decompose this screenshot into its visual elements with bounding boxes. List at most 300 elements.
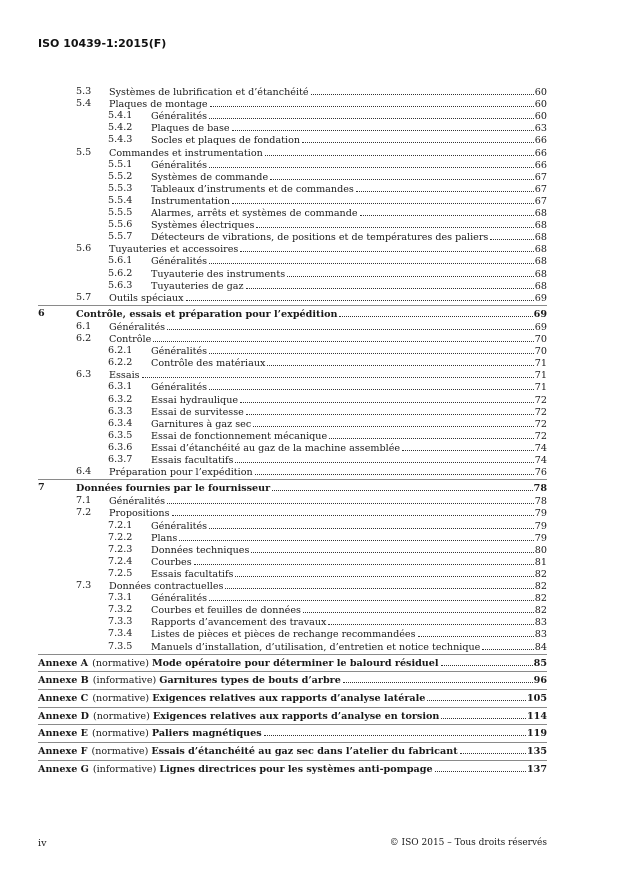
toc-entry-title: Commandes et instrumentation: [109, 147, 263, 159]
section-divider: [38, 760, 547, 761]
dot-leader: [303, 604, 534, 613]
toc-entry-text: [151, 268, 547, 281]
toc-entry-page: 69: [534, 321, 547, 333]
toc-entry-page: 68: [534, 268, 547, 280]
dot-leader: [256, 219, 533, 228]
toc-entry[interactable]: [0, 442, 620, 454]
annex-label: Annexe F: [38, 746, 88, 758]
toc-entry[interactable]: [0, 110, 620, 122]
toc-entry-number: 6.3.6: [108, 441, 133, 453]
toc-entry-title: Essais facultatifs: [151, 568, 234, 580]
toc-entry[interactable]: [0, 134, 620, 146]
toc-entry[interactable]: [0, 321, 620, 333]
toc-entry-page: 82: [534, 593, 547, 605]
toc-entry[interactable]: [0, 394, 620, 406]
toc-entry-title: Données fournies par le fournisseur: [76, 483, 271, 495]
toc-entry-page: 72: [534, 430, 547, 442]
toc-entry[interactable]: [0, 207, 620, 219]
toc-entry[interactable]: [0, 507, 620, 519]
dot-leader: [460, 745, 526, 754]
toc-entry[interactable]: [0, 454, 620, 466]
toc-entry[interactable]: [0, 147, 620, 159]
toc-entry-title: Systèmes électriques: [151, 220, 255, 232]
toc-entry[interactable]: [0, 369, 620, 381]
toc-entry-page: 68: [534, 244, 547, 256]
annex-kind: (normative): [92, 710, 150, 722]
toc-entry-text: [151, 418, 547, 431]
annex-kind: (normative): [91, 746, 149, 758]
toc-entry[interactable]: [0, 482, 620, 494]
dot-leader: [240, 243, 533, 252]
annex-kind: (informative): [92, 675, 157, 687]
document-header: ISO 10439-1:2015(F): [38, 37, 167, 50]
dot-leader: [402, 442, 534, 451]
section-divider: [38, 671, 547, 672]
toc-entry-page: 71: [534, 370, 547, 382]
dot-leader: [270, 171, 534, 180]
toc-entry-text: [151, 183, 547, 196]
toc-entry-text: [109, 495, 547, 508]
toc-entry[interactable]: [0, 183, 620, 195]
dot-leader: [482, 641, 533, 650]
toc-entry-number: 6.3.3: [108, 405, 133, 417]
toc-entry-number: 5.5.3: [108, 182, 133, 194]
toc-entry-text: [109, 580, 547, 593]
toc-entry[interactable]: [0, 616, 620, 628]
toc-entry-text: [151, 134, 547, 147]
toc-entry-title: Systèmes de commande: [151, 171, 269, 183]
toc-entry[interactable]: [0, 243, 620, 255]
toc-entry-page: 68: [534, 280, 547, 292]
annex-page: 114: [526, 710, 547, 722]
toc-entry-title: Essais: [109, 370, 140, 382]
toc-entry-page: 71: [534, 358, 547, 370]
copyright-notice: © ISO 2015 – Tous droits réservés: [389, 838, 547, 848]
toc-entry[interactable]: [0, 171, 620, 183]
toc-entry-title: Instrumentation: [151, 195, 230, 207]
toc-entry-text: [151, 592, 547, 605]
toc-entry-title: Contrôle des matériaux: [151, 358, 266, 370]
toc-entry-text: [109, 507, 547, 520]
dot-leader: [311, 86, 534, 95]
toc-entry-number: 7: [38, 482, 45, 494]
toc-entry-number: 6.1: [76, 320, 92, 332]
toc-entry-page: 67: [534, 195, 547, 207]
toc-entry-number: 5.5.1: [108, 158, 133, 170]
toc-entry-page: 82: [534, 605, 547, 617]
toc-entry-title: Généralités: [151, 346, 208, 358]
toc-entry-text: [151, 568, 547, 581]
toc-entry[interactable]: [0, 255, 620, 267]
toc-entry-number: 6.2.1: [108, 345, 133, 357]
toc-entry[interactable]: [0, 381, 620, 393]
toc-entry[interactable]: [0, 604, 620, 616]
annex-page: 85: [533, 657, 547, 669]
toc-entry-number: 6.2: [76, 333, 92, 344]
toc-entry-number: 7.3.4: [108, 628, 133, 640]
toc-entry-number: 7.2: [76, 507, 92, 519]
dot-leader: [360, 207, 534, 216]
annex-entry[interactable]: [0, 657, 620, 669]
toc-entry-title: Généralités: [151, 256, 208, 268]
annex-page: 135: [526, 746, 547, 758]
toc-entry-title: Contrôle: [109, 334, 152, 345]
toc-entry[interactable]: [0, 333, 620, 345]
toc-entry-number: 7.3.3: [108, 616, 133, 628]
dot-leader: [490, 231, 533, 240]
dot-leader: [142, 369, 534, 378]
toc-entry-number: 6.3.2: [108, 393, 133, 405]
toc-entry-title: Essai de survitesse: [151, 406, 244, 418]
dot-leader: [267, 357, 533, 366]
annex-label: Annexe D: [38, 710, 89, 722]
toc-entry[interactable]: [0, 231, 620, 243]
dot-leader: [209, 255, 534, 264]
toc-entry-number: 6.3.5: [108, 429, 133, 441]
toc-entry-text: [151, 110, 547, 123]
dot-leader: [153, 333, 534, 342]
dot-leader: [253, 418, 534, 427]
toc-entry-number: 6.3.7: [108, 454, 133, 465]
toc-entry-text: [151, 231, 547, 244]
toc-entry[interactable]: [0, 292, 620, 304]
section-divider: [38, 654, 547, 655]
toc-entry[interactable]: [0, 406, 620, 418]
toc-entry-text: [151, 122, 547, 135]
toc-entry[interactable]: [0, 641, 620, 653]
annex-title: Mode opératoire pour déterminer le balourd résiduel: [151, 657, 439, 669]
toc-entry-title: Plaques de montage: [109, 99, 208, 111]
section-divider: [38, 724, 547, 725]
annex-page: 137: [526, 763, 547, 775]
toc-entry-title: Outils spéciaux: [109, 292, 184, 304]
toc-entry-text: [76, 308, 547, 321]
toc-entry-title: Données techniques: [151, 544, 250, 556]
toc-entry-text: [151, 255, 547, 268]
toc-entry-text: [151, 207, 547, 220]
toc-entry-page: 81: [534, 556, 547, 568]
toc-entry-title: Socles et plaques de fondation: [151, 135, 301, 147]
toc-entry-number: 5.5.7: [108, 231, 133, 243]
toc-entry-page: 66: [534, 159, 547, 171]
toc-entry-number: 7.1: [76, 495, 92, 507]
toc-entry-title: Généralités: [151, 111, 208, 123]
toc-entry-title: Plans: [151, 532, 178, 544]
toc-entry-number: 5.6.1: [108, 255, 133, 267]
annex-title: Paliers magnétiques: [151, 728, 262, 740]
toc-entry-number: 5.4.3: [108, 134, 133, 146]
toc-entry-title: Généralités: [151, 593, 208, 605]
toc-entry-title: Généralités: [151, 520, 208, 532]
annex-label: Annexe C: [38, 693, 89, 704]
dot-leader: [209, 159, 534, 168]
dot-leader: [287, 268, 534, 277]
toc-entry-page: 79: [534, 508, 547, 520]
dot-leader: [435, 763, 526, 772]
toc-entry-page: 68: [534, 208, 547, 219]
toc-entry-number: 6.2.2: [108, 357, 133, 369]
dot-leader: [194, 556, 534, 565]
toc-entry-number: 6.3.1: [108, 381, 133, 393]
toc-entry-number: 7.3.2: [108, 604, 133, 616]
toc-entry[interactable]: [0, 430, 620, 442]
toc-entry[interactable]: [0, 495, 620, 507]
dot-leader: [441, 710, 526, 719]
toc-entry-number: 5.5.6: [108, 219, 133, 231]
annex-entry[interactable]: [0, 745, 620, 757]
toc-entry-number: 5.4.1: [108, 110, 133, 122]
dot-leader: [209, 381, 534, 390]
annex-label: Annexe G: [38, 763, 89, 775]
toc-entry-title: Essai hydraulique: [151, 394, 239, 406]
toc-entry-page: 66: [534, 135, 547, 147]
toc-entry-text: [151, 628, 547, 641]
toc-entry[interactable]: [0, 268, 620, 280]
toc-entry[interactable]: [0, 544, 620, 556]
toc-entry[interactable]: [0, 466, 620, 478]
dot-leader: [209, 110, 534, 119]
toc-entry-title: Tuyauteries et accessoires: [109, 244, 239, 256]
annex-entry-text: [38, 763, 547, 776]
toc-entry-text: [151, 219, 547, 232]
toc-entry[interactable]: [0, 345, 620, 357]
toc-entry[interactable]: [0, 357, 620, 369]
toc-entry[interactable]: [0, 568, 620, 580]
annex-title: Exigences relatives aux rapports d’analyse en torsion: [152, 710, 440, 722]
annex-entry[interactable]: [0, 674, 620, 686]
toc-entry-text: [109, 292, 547, 305]
annex-entry-text: [38, 657, 547, 670]
dot-leader: [251, 544, 533, 553]
toc-entry-title: Données contractuelles: [109, 581, 224, 592]
section-divider: [38, 305, 547, 306]
toc-entry-page: 60: [534, 87, 547, 98]
toc-entry-text: [109, 86, 547, 99]
toc-entry-number: 7.2.4: [108, 555, 133, 567]
annex-entry[interactable]: [0, 710, 620, 722]
dot-leader: [179, 532, 533, 541]
dot-leader: [246, 280, 534, 289]
toc-entry-title: Listes de pièces et pièces de rechange recommandées: [151, 629, 416, 641]
toc-entry-page: 68: [534, 220, 547, 232]
dot-leader: [167, 321, 534, 330]
toc-entry[interactable]: [0, 556, 620, 568]
toc-entry-title: Généralités: [109, 496, 166, 508]
toc-entry-text: [109, 466, 547, 479]
toc-entry-text: [109, 98, 547, 111]
toc-entry[interactable]: [0, 520, 620, 532]
toc-entry[interactable]: [0, 628, 620, 640]
toc-entry-number: 7.2.5: [108, 567, 133, 579]
toc-entry-number: 7.2.1: [108, 519, 133, 531]
toc-entry-title: Essais facultatifs: [151, 455, 234, 466]
toc-entry-text: [151, 345, 547, 358]
toc-entry-title: Tableaux d’instruments et de commandes: [151, 183, 354, 195]
toc-entry-page: 69: [533, 308, 547, 320]
toc-entry-page: 63: [534, 123, 547, 135]
toc-entry-text: [151, 406, 547, 419]
toc-entry-text: [151, 641, 547, 654]
toc-entry-page: 66: [534, 147, 547, 159]
toc-entry-page: 76: [534, 467, 547, 479]
dot-leader: [328, 616, 533, 625]
toc-entry-number: 5.4: [76, 98, 92, 110]
toc-entry-page: 84: [534, 641, 547, 653]
toc-entry[interactable]: [0, 159, 620, 171]
annex-kind: (normative): [92, 693, 150, 704]
toc-entry-title: Préparation pour l’expédition: [109, 467, 253, 479]
toc-entry-text: [151, 532, 547, 545]
dot-leader: [272, 482, 532, 491]
toc-entry-page: 78: [534, 496, 547, 508]
toc-entry-text: [109, 147, 547, 160]
toc-entry-title: Généralités: [151, 159, 208, 171]
toc-entry-title: Propositions: [109, 508, 170, 520]
toc-entry-title: Manuels d’installation, d’utilisation, d’entretien et notice technique: [151, 641, 481, 653]
toc-entry-number: 5.5: [76, 146, 92, 158]
toc-entry[interactable]: [0, 308, 620, 320]
annex-entry-text: [38, 674, 547, 687]
toc-entry-number: 7.3.5: [108, 640, 133, 652]
dot-leader: [186, 292, 534, 301]
annex-page: 96: [533, 675, 547, 687]
dot-leader: [232, 195, 534, 204]
toc-entry[interactable]: [0, 532, 620, 544]
toc-entry[interactable]: [0, 219, 620, 231]
dot-leader: [167, 495, 534, 504]
annex-label: Annexe A: [38, 657, 89, 669]
toc-entry-text: [151, 442, 547, 455]
toc-entry-page: 72: [534, 394, 547, 406]
dot-leader: [255, 466, 534, 475]
section-divider: [38, 689, 547, 690]
toc-entry-number: 5.5.4: [108, 194, 133, 206]
annex-entry[interactable]: [0, 763, 620, 775]
toc-entry-number: 5.5.5: [108, 207, 133, 218]
toc-entry[interactable]: [0, 418, 620, 430]
toc-entry-number: 6: [38, 307, 45, 319]
toc-entry[interactable]: [0, 195, 620, 207]
dot-leader: [339, 308, 532, 317]
toc-entry-page: 82: [534, 581, 547, 592]
toc-entry-number: 5.7: [76, 291, 92, 303]
toc-entry-text: [151, 604, 547, 617]
dot-leader: [235, 568, 533, 577]
toc-entry-page: 82: [534, 568, 547, 580]
dot-leader: [246, 406, 534, 415]
annex-entry-text: [38, 727, 547, 740]
toc-entry[interactable]: [0, 122, 620, 134]
dot-leader: [172, 507, 534, 516]
toc-entry[interactable]: [0, 280, 620, 292]
toc-entry-number: 5.5.2: [108, 170, 133, 182]
dot-leader: [235, 454, 533, 463]
dot-leader: [265, 147, 534, 156]
toc-entry-page: 72: [534, 418, 547, 430]
toc-entry-page: 74: [534, 442, 547, 454]
toc-entry-title: Plaques de base: [151, 123, 230, 135]
toc-entry-title: Contrôle, essais et préparation pour l’expédition: [76, 308, 338, 320]
annex-page: 105: [526, 693, 547, 704]
toc-entry-title: Tuyauterie des instruments: [151, 268, 286, 280]
dot-leader: [209, 592, 534, 601]
toc-entry-title: Essai d’étanchéité au gaz de la machine assemblée: [151, 442, 401, 454]
toc-entry-number: 5.6.2: [108, 267, 133, 279]
annex-kind: (informative): [92, 763, 157, 775]
toc-entry-text: [151, 280, 547, 293]
toc-entry-text: [109, 333, 547, 346]
toc-entry-title: Détecteurs de vibrations, de positions et de températures des paliers: [151, 232, 489, 244]
toc-entry[interactable]: [0, 86, 620, 98]
toc-entry-text: [109, 243, 547, 256]
section-divider: [38, 742, 547, 743]
toc-entry-page: 74: [534, 455, 547, 466]
dot-leader: [356, 183, 534, 192]
toc-entry-number: 7.2.2: [108, 531, 133, 543]
toc-entry-text: [151, 381, 547, 394]
dot-leader: [210, 98, 534, 107]
annex-entry-text: [38, 745, 547, 758]
toc-entry-number: 5.6: [76, 243, 92, 255]
toc-entry[interactable]: [0, 98, 620, 110]
toc-entry-number: 6.4: [76, 466, 92, 478]
toc-entry-title: Rapports d’avancement des travaux: [151, 617, 327, 629]
toc-entry-page: 70: [534, 334, 547, 345]
annex-kind: (normative): [91, 728, 149, 740]
annex-title: Lignes directrices pour les systèmes anti-pompage: [159, 763, 433, 775]
toc-entry-text: [151, 544, 547, 557]
annex-page: 119: [526, 728, 547, 740]
toc-entry[interactable]: [0, 580, 620, 592]
dot-leader: [302, 134, 534, 143]
dot-leader: [225, 580, 533, 589]
dot-leader: [209, 345, 534, 354]
toc-entry-title: Essai de fonctionnement mécanique: [151, 430, 328, 442]
annex-label: Annexe B: [38, 675, 89, 687]
annex-entry-text: [38, 692, 547, 705]
toc-entry-number: 7.3: [76, 580, 92, 591]
toc-entry-number: 6.3: [76, 369, 92, 381]
toc-entry-number: 5.4.2: [108, 122, 133, 134]
toc-entry-page: 67: [534, 183, 547, 195]
toc-entry[interactable]: [0, 592, 620, 604]
annex-entry[interactable]: [0, 692, 620, 704]
toc-entry-page: 78: [533, 483, 547, 495]
toc-entry-title: Courbes: [151, 556, 192, 568]
toc-entry-page: 83: [534, 629, 547, 641]
toc-entry-page: 79: [534, 520, 547, 532]
toc-entry-page: 69: [534, 292, 547, 304]
annex-title: Essais d’étanchéité au gaz sec dans l’atelier du fabricant: [151, 746, 458, 758]
toc-entry-title: Généralités: [151, 382, 208, 394]
annex-label: Annexe E: [38, 728, 88, 740]
dot-leader: [418, 628, 534, 637]
annex-entry[interactable]: [0, 727, 620, 739]
toc-entry-page: 72: [534, 406, 547, 418]
dot-leader: [264, 727, 526, 736]
annex-entry-text: [38, 710, 547, 723]
toc-entry-page: 68: [534, 256, 547, 268]
toc-entry-number: 5.6.3: [108, 279, 133, 291]
toc-entry-text: [151, 394, 547, 407]
toc-entry-number: 5.3: [76, 86, 92, 97]
toc-entry-title: Alarmes, arrêts et systèmes de commande: [151, 208, 358, 219]
toc-entry-text: [109, 369, 547, 382]
toc-entry-page: 68: [534, 232, 547, 244]
section-divider: [38, 479, 547, 480]
toc-entry-page: 67: [534, 171, 547, 183]
section-divider: [38, 707, 547, 708]
